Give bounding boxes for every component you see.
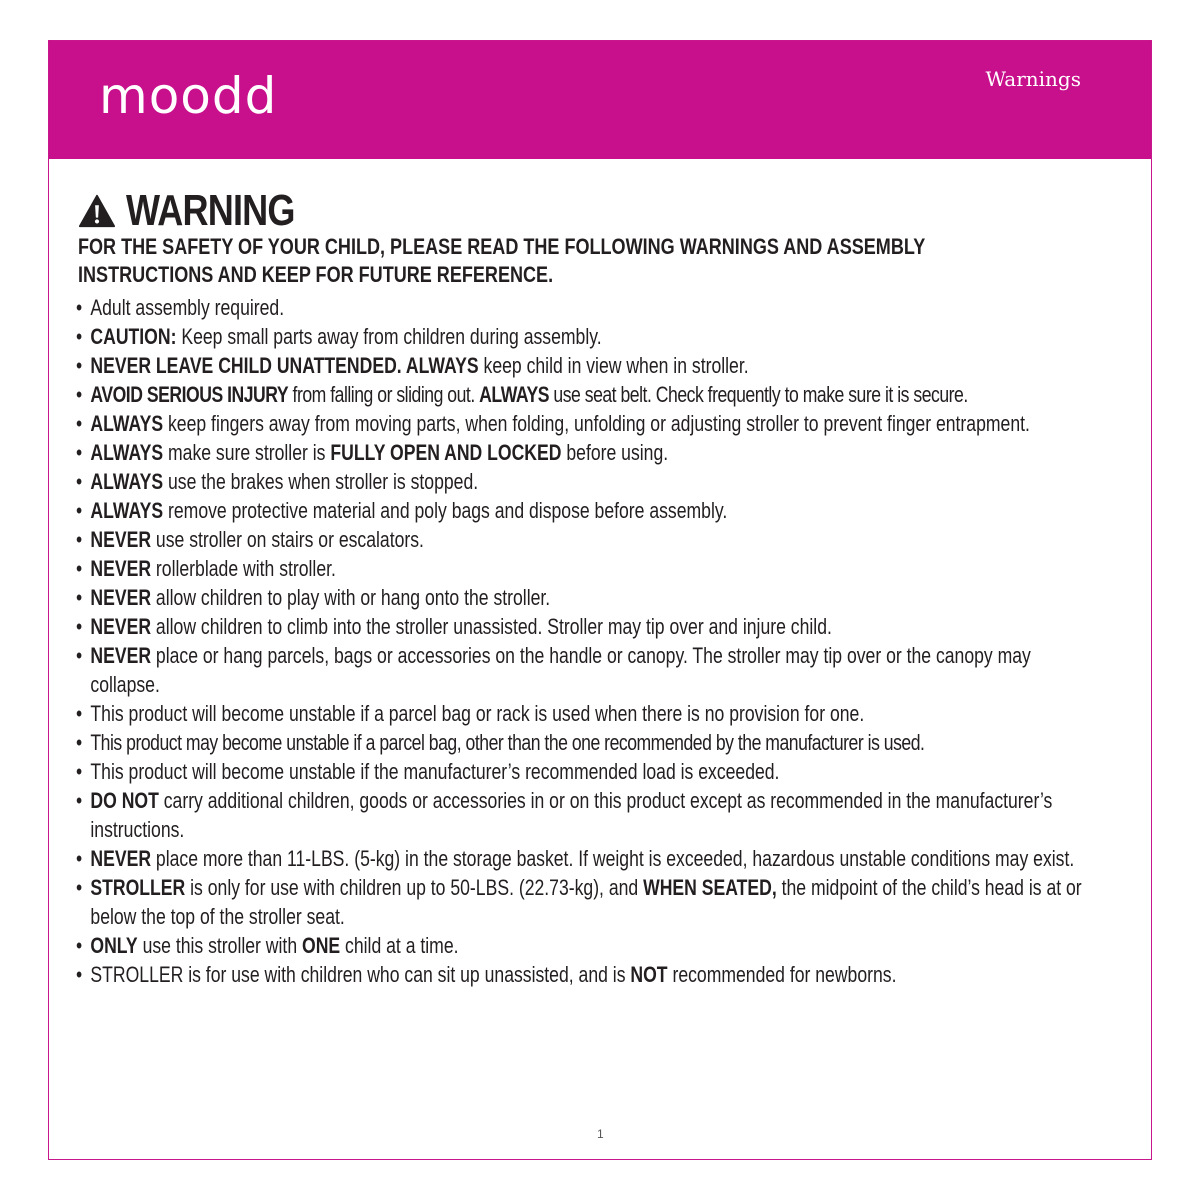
warning-emphasis: AVOID SERIOUS INJURY — [90, 382, 289, 407]
section-label: Warnings — [985, 67, 1081, 91]
warning-text: is only for use with children up to 50-LBS. (22.73-kg), and — [185, 875, 644, 900]
warning-emphasis: NOT — [630, 962, 668, 987]
warning-emphasis: ONLY — [90, 933, 138, 958]
warning-item — [76, 612, 1100, 641]
warning-item — [76, 960, 1100, 989]
warning-item — [76, 931, 1100, 960]
warning-text: Adult assembly required. — [90, 295, 285, 320]
warning-emphasis: NEVER — [90, 527, 152, 552]
warning-text: use the brakes when stroller is stopped. — [163, 469, 479, 494]
warning-item — [76, 786, 1100, 844]
warning-emphasis: ALWAYS — [479, 382, 549, 407]
warning-emphasis: ALWAYS — [90, 469, 164, 494]
warning-text: from falling or sliding out. — [288, 382, 480, 407]
warning-emphasis: ALWAYS — [90, 498, 164, 523]
page-number: 1 — [597, 1127, 604, 1141]
warning-emphasis: ALWAYS — [90, 440, 164, 465]
warning-item — [76, 583, 1100, 612]
warning-emphasis: NEVER LEAVE CHILD UNATTENDED. ALWAYS — [90, 353, 479, 378]
warning-text: allow children to climb into the stroller unassisted. Stroller may tip over and injure child. — [151, 614, 832, 639]
warning-item — [76, 409, 1100, 438]
warning-text: keep fingers away from moving parts, when folding, unfolding or adjusting stroller to prevent finger entrapment. — [163, 411, 1030, 436]
warning-text: rollerblade with stroller. — [151, 556, 336, 581]
warning-text: before using. — [561, 440, 669, 465]
warning-emphasis: WHEN SEATED, — [643, 875, 777, 900]
warning-item — [76, 728, 1100, 757]
warning-item — [76, 438, 1100, 467]
warning-text: place or hang parcels, bags or accessories on the handle or canopy. The stroller may tip over or the canopy may collapse. — [90, 643, 1031, 697]
warning-emphasis: DO NOT — [90, 788, 159, 813]
warning-title: WARNING — [126, 186, 295, 235]
warning-emphasis: NEVER — [90, 846, 152, 871]
warning-text: the midpoint of the child’s head is at or below the top of the stroller seat. — [90, 875, 1082, 929]
warning-text: allow children to play with or hang onto the stroller. — [151, 585, 551, 610]
warning-item — [76, 380, 1100, 409]
warning-text: recommended for newborns. — [667, 962, 897, 987]
warning-item — [76, 496, 1100, 525]
header-banner — [49, 41, 1151, 159]
warning-text: remove protective material and poly bags and dispose before assembly. — [163, 498, 728, 523]
warning-emphasis: FULLY OPEN AND LOCKED — [330, 440, 562, 465]
warning-text: use stroller on stairs or escalators. — [151, 527, 424, 552]
warning-emphasis: NEVER — [90, 556, 152, 581]
warning-text: carry additional children, goods or accessories in or on this product except as recommended in the manufacturer’s instructions. — [90, 788, 1053, 842]
warning-text: use seat belt. Check frequently to make sure it is secure. — [548, 382, 968, 407]
warning-item — [76, 525, 1100, 554]
warning-emphasis: STROLLER — [90, 875, 186, 900]
warning-item — [76, 757, 1100, 786]
manual-page — [48, 40, 1152, 1160]
brand-logo: moodd — [99, 67, 278, 125]
warning-emphasis: NEVER — [90, 614, 152, 639]
warning-text: use this stroller with — [137, 933, 302, 958]
warning-text: child at a time. — [340, 933, 459, 958]
warning-text: keep child in view when in stroller. — [478, 353, 749, 378]
safety-intro: FOR THE SAFETY OF YOUR CHILD, PLEASE READ THE FOLLOWING WARNINGS AND ASSEMBLY INSTRUCTIONS AND KEEP FOR FUTURE REFERENCE. — [78, 234, 925, 287]
warning-emphasis: NEVER — [90, 643, 152, 668]
warning-item — [76, 467, 1100, 496]
warning-text: place more than 11-LBS. (5-kg) in the storage basket. If weight is exceeded, hazardous unstable conditions may exist. — [151, 846, 1075, 871]
warning-item — [76, 322, 1100, 351]
warning-item — [76, 351, 1100, 380]
warning-text: Keep small parts away from children during assembly. — [176, 324, 602, 349]
warning-text: STROLLER is for use with children who can sit up unassisted, and is — [90, 962, 631, 987]
warning-text: This product will become unstable if a parcel bag or rack is used when there is no provision for one. — [90, 701, 865, 726]
warning-item — [76, 641, 1100, 699]
warning-list — [76, 293, 1100, 989]
warning-item — [76, 293, 1100, 322]
warning-emphasis: NEVER — [90, 585, 152, 610]
warning-heading — [78, 186, 332, 235]
warning-item — [76, 873, 1100, 931]
warning-text: This product may become unstable if a parcel bag, other than the one recommended by the manufacturer is used. — [90, 730, 925, 755]
warning-text: make sure stroller is — [163, 440, 331, 465]
warning-triangle-icon — [78, 193, 116, 229]
warning-item — [76, 844, 1100, 873]
warning-item — [76, 554, 1100, 583]
warning-text: This product will become unstable if the manufacturer’s recommended load is exceeded. — [90, 759, 780, 784]
warning-item — [76, 699, 1100, 728]
warning-emphasis: ONE — [302, 933, 341, 958]
warning-emphasis: ALWAYS — [90, 411, 164, 436]
warning-emphasis: CAUTION: — [90, 324, 177, 349]
